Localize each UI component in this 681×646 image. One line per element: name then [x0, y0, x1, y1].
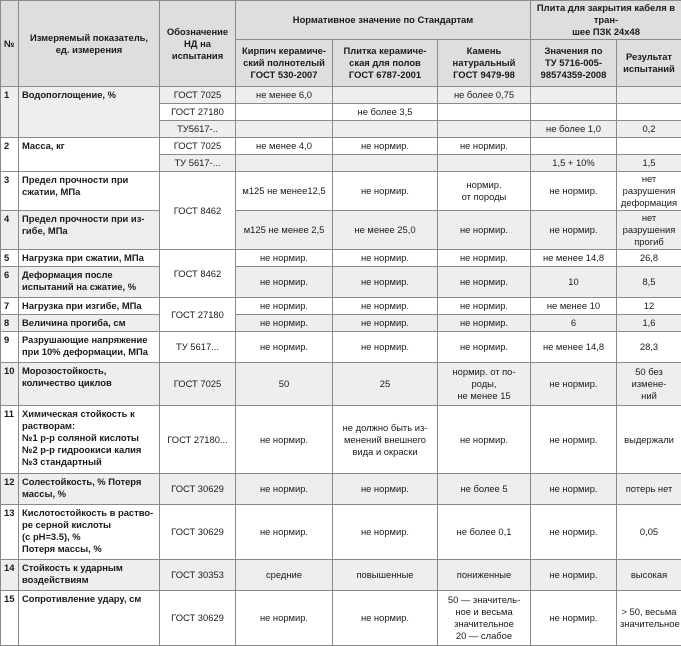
brick-cell: не менее 4,0	[236, 138, 333, 155]
brick-cell	[236, 155, 333, 172]
tile-cell	[333, 155, 438, 172]
header-values-tu: Значения по ТУ 5716-005- 98574359-2008	[531, 40, 617, 87]
tile-cell: повышенные	[333, 560, 438, 591]
tu-cell: не нормир.	[531, 560, 617, 591]
table-row	[1, 505, 681, 560]
header-product-group: Плита для закрытия кабеля в тран- шее ПЗК 24х48	[531, 1, 681, 40]
stone-cell: нормир. от по- роды, не менее 15	[438, 363, 531, 406]
stone-cell: не нормир.	[438, 211, 531, 250]
brick-cell	[236, 121, 333, 138]
tu-cell: не нормир.	[531, 591, 617, 646]
table-row	[1, 250, 681, 267]
stone-cell: не нормир.	[438, 267, 531, 298]
stone-cell: не нормир.	[438, 315, 531, 332]
tile-cell: не нормир.	[333, 298, 438, 315]
header-brick: Кирпич керамиче- ский полнотелый ГОСТ 530-2007	[236, 40, 333, 87]
stone-cell: не более 0,75	[438, 87, 531, 104]
indicator-name: Разрушающие напряжение при 10% деформации, МПа	[19, 332, 160, 363]
tu-cell: не менее 14,8	[531, 250, 617, 267]
indicator-name: Нагрузка при изгибе, МПа	[19, 298, 160, 315]
indicator-name: Химическая стойкость к растворам: №1 р-р соляной кислоты №2 р-р гидроокиси калия №3 стандартный	[19, 406, 160, 474]
table-row	[1, 315, 681, 332]
indicator-name: Кислотостойкость в раство- ре серной кислоты (с рН=3.5), % Потеря массы, %	[19, 505, 160, 560]
brick-cell: не нормир.	[236, 505, 333, 560]
tu-cell: 1,5 + 10%	[531, 155, 617, 172]
tile-cell: не нормир.	[333, 250, 438, 267]
brick-cell: не нормир.	[236, 406, 333, 474]
stone-cell: пониженные	[438, 560, 531, 591]
table-row	[1, 332, 681, 363]
indicator-name: Масса, кг	[19, 138, 160, 172]
tu-cell: не нормир.	[531, 406, 617, 474]
tu-cell	[531, 87, 617, 104]
brick-cell: м125 не менее12,5	[236, 172, 333, 211]
result-cell: 1,6	[617, 315, 681, 332]
stone-cell: не нормир.	[438, 138, 531, 155]
table-row	[1, 591, 681, 646]
nd-cell: ТУ 5617-...	[160, 155, 236, 172]
tile-cell: не нормир.	[333, 505, 438, 560]
tu-cell: не более 1,0	[531, 121, 617, 138]
tu-cell: не нормир.	[531, 363, 617, 406]
brick-cell: не нормир.	[236, 298, 333, 315]
row-number: 4	[1, 211, 19, 250]
result-cell: нет разрушения прогиб	[617, 211, 681, 250]
nd-cell: ГОСТ 27180...	[160, 406, 236, 474]
stone-cell: не более 5	[438, 474, 531, 505]
header-tile: Плитка керамиче- ская для полов ГОСТ 6787-2001	[333, 40, 438, 87]
header-normative-group: Нормативное значение по Стандартам	[236, 1, 531, 40]
nd-cell: ГОСТ 30629	[160, 474, 236, 505]
nd-cell: ТУ 5617...	[160, 332, 236, 363]
result-cell: 28,3	[617, 332, 681, 363]
brick-cell: м125 не менее 2,5	[236, 211, 333, 250]
tile-cell: не более 3,5	[333, 104, 438, 121]
brick-cell: не нормир.	[236, 267, 333, 298]
brick-cell: не нормир.	[236, 591, 333, 646]
nd-cell: ГОСТ 8462	[160, 250, 236, 298]
row-number: 11	[1, 406, 19, 474]
stone-cell: не более 0,1	[438, 505, 531, 560]
tu-cell	[531, 138, 617, 155]
result-cell	[617, 87, 681, 104]
tu-cell: не нормир.	[531, 172, 617, 211]
tile-cell: не нормир.	[333, 138, 438, 155]
tile-cell	[333, 87, 438, 104]
stone-cell	[438, 121, 531, 138]
nd-cell: ГОСТ 27180	[160, 104, 236, 121]
brick-cell: не менее 6,0	[236, 87, 333, 104]
tile-cell: не нормир.	[333, 474, 438, 505]
nd-cell: ГОСТ 30629	[160, 591, 236, 646]
tile-cell: не нормир.	[333, 315, 438, 332]
tu-cell	[531, 104, 617, 121]
stone-cell: не нормир.	[438, 406, 531, 474]
table-header	[1, 1, 681, 87]
tu-cell: 10	[531, 267, 617, 298]
tile-cell: не нормир.	[333, 267, 438, 298]
indicator-name: Морозостойкость, количество циклов	[19, 363, 160, 406]
nd-cell: ГОСТ 27180	[160, 298, 236, 332]
result-cell: 12	[617, 298, 681, 315]
table-row	[1, 172, 681, 211]
row-number: 9	[1, 332, 19, 363]
row-number: 7	[1, 298, 19, 315]
nd-cell: ГОСТ 8462	[160, 172, 236, 250]
stone-cell: не нормир.	[438, 332, 531, 363]
result-cell: 50 без измене- ний	[617, 363, 681, 406]
stone-cell: не нормир.	[438, 298, 531, 315]
row-number: 1	[1, 87, 19, 138]
nd-cell: ГОСТ 30629	[160, 505, 236, 560]
tile-cell	[333, 121, 438, 138]
tile-cell: не менее 25,0	[333, 211, 438, 250]
stone-cell	[438, 155, 531, 172]
brick-cell: не нормир.	[236, 315, 333, 332]
result-cell	[617, 138, 681, 155]
row-number: 6	[1, 267, 19, 298]
row-number: 5	[1, 250, 19, 267]
row-number: 15	[1, 591, 19, 646]
indicator-name: Сопротивление удару, см	[19, 591, 160, 646]
result-cell: 8,5	[617, 267, 681, 298]
result-cell: высокая	[617, 560, 681, 591]
result-cell: > 50, весьма значительное	[617, 591, 681, 646]
table-row	[1, 406, 681, 474]
nd-cell: ГОСТ 7025	[160, 87, 236, 104]
tile-cell: 25	[333, 363, 438, 406]
brick-cell	[236, 104, 333, 121]
result-cell: выдержали	[617, 406, 681, 474]
result-cell: 26,8	[617, 250, 681, 267]
header-stone: Камень натуральный ГОСТ 9479-98	[438, 40, 531, 87]
row-number: 10	[1, 363, 19, 406]
tu-cell: не нормир.	[531, 474, 617, 505]
row-number: 3	[1, 172, 19, 211]
table-row	[1, 267, 681, 298]
row-number: 13	[1, 505, 19, 560]
indicator-name: Величина прогиба, см	[19, 315, 160, 332]
header-result: Результат испытаний	[617, 40, 681, 87]
brick-cell: не нормир.	[236, 250, 333, 267]
indicator-name: Стойкость к ударным воздействиям	[19, 560, 160, 591]
tu-cell: 6	[531, 315, 617, 332]
tile-cell: не должно быть из- менений внешнего вида и окраски	[333, 406, 438, 474]
stone-cell: не нормир.	[438, 250, 531, 267]
indicator-name: Солестойкость, % Потеря массы, %	[19, 474, 160, 505]
indicator-name: Деформация после испытаний на сжатие, %	[19, 267, 160, 298]
indicator-name: Водопоглощение, %	[19, 87, 160, 138]
tile-cell: не нормир.	[333, 591, 438, 646]
tu-cell: не менее 14,8	[531, 332, 617, 363]
indicator-name: Предел прочности при из- гибе, МПа	[19, 211, 160, 250]
stone-cell	[438, 104, 531, 121]
header-num: №	[1, 1, 19, 87]
row-number: 2	[1, 138, 19, 172]
result-cell: 0,05	[617, 505, 681, 560]
table-body	[1, 87, 681, 646]
tile-cell: не нормир.	[333, 172, 438, 211]
table-row	[1, 560, 681, 591]
tu-cell: не менее 10	[531, 298, 617, 315]
result-cell: потерь нет	[617, 474, 681, 505]
brick-cell: 50	[236, 363, 333, 406]
result-cell	[617, 104, 681, 121]
result-cell: 1,5	[617, 155, 681, 172]
tu-cell: не нормир.	[531, 211, 617, 250]
table-row	[1, 474, 681, 505]
table-row	[1, 211, 681, 250]
brick-cell: не нормир.	[236, 474, 333, 505]
row-number: 14	[1, 560, 19, 591]
table-row	[1, 138, 681, 155]
brick-cell: не нормир.	[236, 332, 333, 363]
brick-cell: средние	[236, 560, 333, 591]
result-cell: 0,2	[617, 121, 681, 138]
indicator-name: Нагрузка при сжатии, МПа	[19, 250, 160, 267]
result-cell: нет разрушения деформация	[617, 172, 681, 211]
tu-cell: не нормир.	[531, 505, 617, 560]
stone-cell: нормир. от породы	[438, 172, 531, 211]
row-number: 12	[1, 474, 19, 505]
header-indicator: Измеряемый показатель, ед. измерения	[19, 1, 160, 87]
table-row	[1, 87, 681, 104]
row-number: 8	[1, 315, 19, 332]
stone-cell: 50 — значитель- ное и весьма значительное 20 — слабое	[438, 591, 531, 646]
tile-cell: не нормир.	[333, 332, 438, 363]
nd-cell: ГОСТ 7025	[160, 363, 236, 406]
nd-cell: ГОСТ 30353	[160, 560, 236, 591]
nd-cell: ГОСТ 7025	[160, 138, 236, 155]
table-row	[1, 298, 681, 315]
header-nd: Обозначение НД на испытания	[160, 1, 236, 87]
table-row	[1, 363, 681, 406]
indicator-name: Предел прочности при сжатии, МПа	[19, 172, 160, 211]
nd-cell: ТУ5617-..	[160, 121, 236, 138]
